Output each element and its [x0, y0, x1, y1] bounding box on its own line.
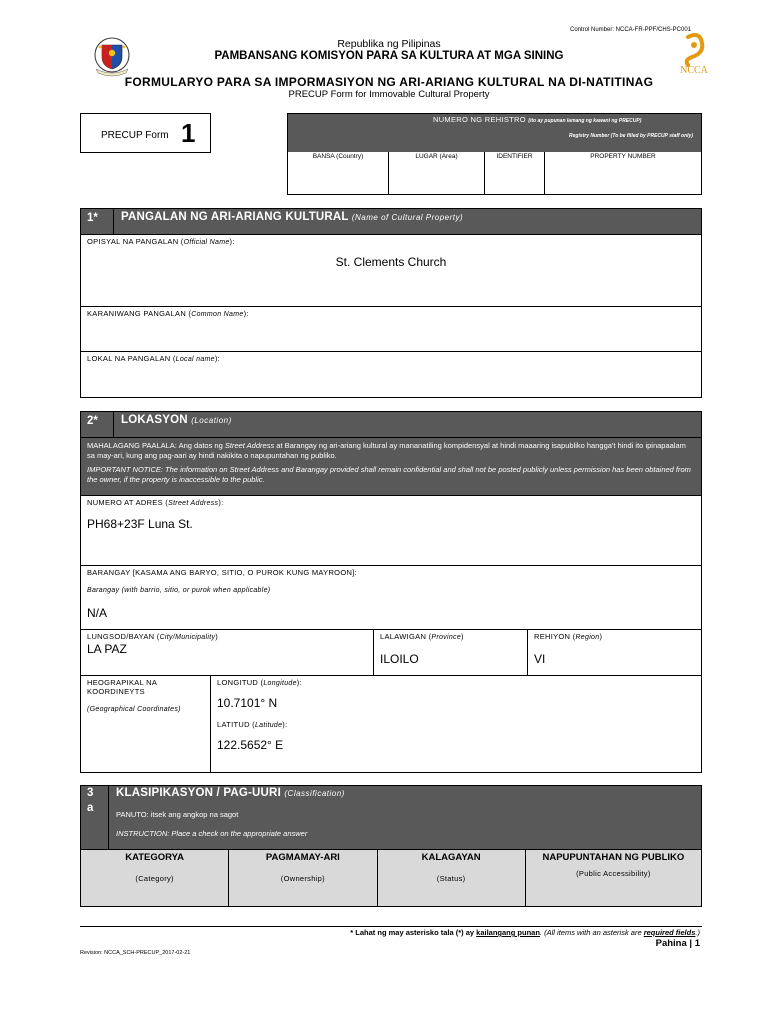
- precup-form-label: PRECUP Form: [101, 130, 169, 141]
- region-label: REHIYON (Region): [534, 632, 603, 641]
- registry-col-identifier[interactable]: IDENTIFIER: [485, 152, 545, 194]
- common-name-field[interactable]: [81, 307, 701, 352]
- registry-col-country[interactable]: BANSA (Country): [288, 152, 389, 194]
- registry-columns: [288, 152, 701, 194]
- panuto-text: PANUTO: itsek ang angkop na sagot: [116, 810, 239, 819]
- control-number: Control Number: NCCA-FR-PPF/CHS-PC001: [570, 27, 692, 33]
- barangay-label: BARANGAY [KASAMA ANG BARYO, SITIO, O PUROK KUNG MAYROON]:: [87, 568, 357, 577]
- coordinates-row: [81, 676, 701, 772]
- city-field[interactable]: [81, 630, 373, 675]
- barangay-note: Barangay (with barrio, sitio, or purok when applicable): [87, 587, 271, 594]
- required-fields-note: * Lahat ng may asterisko tala (*) ay kailangang punan. (All items with an asterisk are required fields.): [350, 928, 700, 937]
- section-classification: [80, 785, 702, 907]
- precup-form-box: [80, 113, 211, 153]
- city-value: LA PAZ: [87, 642, 127, 656]
- section-location: [80, 411, 702, 773]
- section-name-of-property: [80, 208, 702, 398]
- barangay-field[interactable]: [81, 566, 701, 630]
- notice-tagalog: MAHALAGANG PAALALA: Ang datos ng Street Address at Barangay ng ari-ariang kultural ay mananatiling kompidensyal at hindi maaaring isapubliko hangga't hindi ito ipinapaalam sa may-ari, kung ang pag-aari ay hindi nakikita o napupuntahan ng publiko.: [87, 441, 686, 460]
- coordinates-label: HEOGRAPIKAL NA KOORDINEYTS: [87, 678, 158, 696]
- ncca-logo-text: NCCA: [680, 65, 708, 75]
- form-subtitle: PRECUP Form for Immovable Cultural Property: [288, 89, 490, 100]
- classification-columns: [81, 850, 701, 906]
- precup-form-number: 1: [181, 118, 196, 148]
- street-address-value: PH68+23F Luna St.: [87, 517, 193, 531]
- ownership-column[interactable]: PAGMAMAY-ARI (Ownership): [229, 850, 377, 906]
- instruction-text: INSTRUCTION: Place a check on the appropriate answer: [116, 829, 308, 838]
- form-title: FORMULARYO PARA SA IMPORMASIYON NG ARI-ARIANG KULTURAL NA DI-NATITINAG: [124, 75, 654, 89]
- city-label: LUNGSOD/BAYAN (City/Municipality): [87, 632, 219, 641]
- section3-number: 3 a: [87, 787, 94, 814]
- category-column[interactable]: KATEGORYA (Category): [81, 850, 229, 906]
- notice-english: IMPORTANT NOTICE: The information on Street Address and Barangay provided shall remain confidential and shall not be posted publicly unless permission has been obtained from the owner, if the property is inaccessible to the public.: [87, 465, 691, 484]
- city-province-region-row: [81, 630, 701, 676]
- registry-subtitle: Registry Number (To be filled by PRECUP staff only): [569, 133, 693, 139]
- registry-col-area[interactable]: LUGAR (Area): [389, 152, 485, 194]
- longitude-label: LONGITUD (Longitude):: [217, 678, 302, 687]
- registry-number-box: [287, 113, 702, 195]
- footer-divider: [80, 926, 702, 927]
- section2-header: [81, 412, 701, 438]
- latitude-field[interactable]: [211, 718, 701, 772]
- revision-text: Revision: NCCA_SCH-PRECUP_2017-02-21: [80, 950, 191, 956]
- section1-header: [81, 209, 701, 235]
- registry-title: NUMERO NG REHISTRO (ito ay pupunan lamang ng kawani ng PRECUP): [433, 115, 642, 124]
- province-label: LALAWIGAN (Province): [380, 632, 464, 641]
- page-number: Pahina | 1: [655, 938, 700, 949]
- official-name-label: OPISYAL NA PANGALAN (Official Name):: [87, 237, 235, 246]
- province-field[interactable]: [373, 630, 527, 675]
- common-name-label: KARANIWANG PANGALAN (Common Name):: [87, 309, 249, 318]
- commission-heading: PAMBANSANG KOMISYON PARA SA KULTURA AT MGA SINING: [214, 50, 564, 62]
- province-value: ILOILO: [380, 652, 419, 666]
- official-name-value: St. Clements Church: [335, 255, 447, 269]
- coordinates-label-en: (Geographical Coordinates): [87, 706, 181, 713]
- coordinates-label-cell: [81, 676, 210, 771]
- longitude-value: 10.7101° N: [217, 696, 278, 710]
- coordinates-values-cell: [210, 676, 701, 772]
- public-accessibility-column[interactable]: NAPUPUNTAHAN NG PUBLIKO (Public Accessibility): [526, 850, 701, 906]
- section2-number: 2*: [87, 415, 98, 427]
- important-notice: [81, 438, 701, 496]
- latitude-label: LATITUD (Latitude):: [217, 720, 288, 729]
- official-name-field[interactable]: [81, 235, 701, 307]
- section3-header: [81, 786, 701, 850]
- region-field[interactable]: [527, 630, 701, 675]
- latitude-value: 122.5652° E: [217, 738, 284, 752]
- status-column[interactable]: KALAGAYAN (Status): [378, 850, 526, 906]
- republic-heading: Republika ng Pilipinas: [337, 38, 441, 50]
- local-name-label: LOKAL NA PANGALAN (Local name):: [87, 354, 221, 363]
- section3-title: KLASIPIKASYON / PAG-UURI (Classification): [116, 787, 345, 799]
- registry-header: [288, 114, 701, 152]
- section1-title: PANGALAN NG ARI-ARIANG KULTURAL (Name of Cultural Property): [121, 211, 464, 223]
- region-value: VI: [534, 652, 546, 666]
- barangay-value: N/A: [87, 606, 108, 620]
- longitude-field[interactable]: [211, 676, 701, 718]
- local-name-field[interactable]: [81, 352, 701, 397]
- section2-title: LOKASYON (Location): [121, 414, 232, 426]
- registry-col-property-number[interactable]: PROPERTY NUMBER: [590, 153, 656, 160]
- section1-number: 1*: [87, 212, 98, 224]
- street-address-field[interactable]: [81, 496, 701, 566]
- street-address-label: NUMERO AT ADRES (Street Address):: [87, 498, 224, 507]
